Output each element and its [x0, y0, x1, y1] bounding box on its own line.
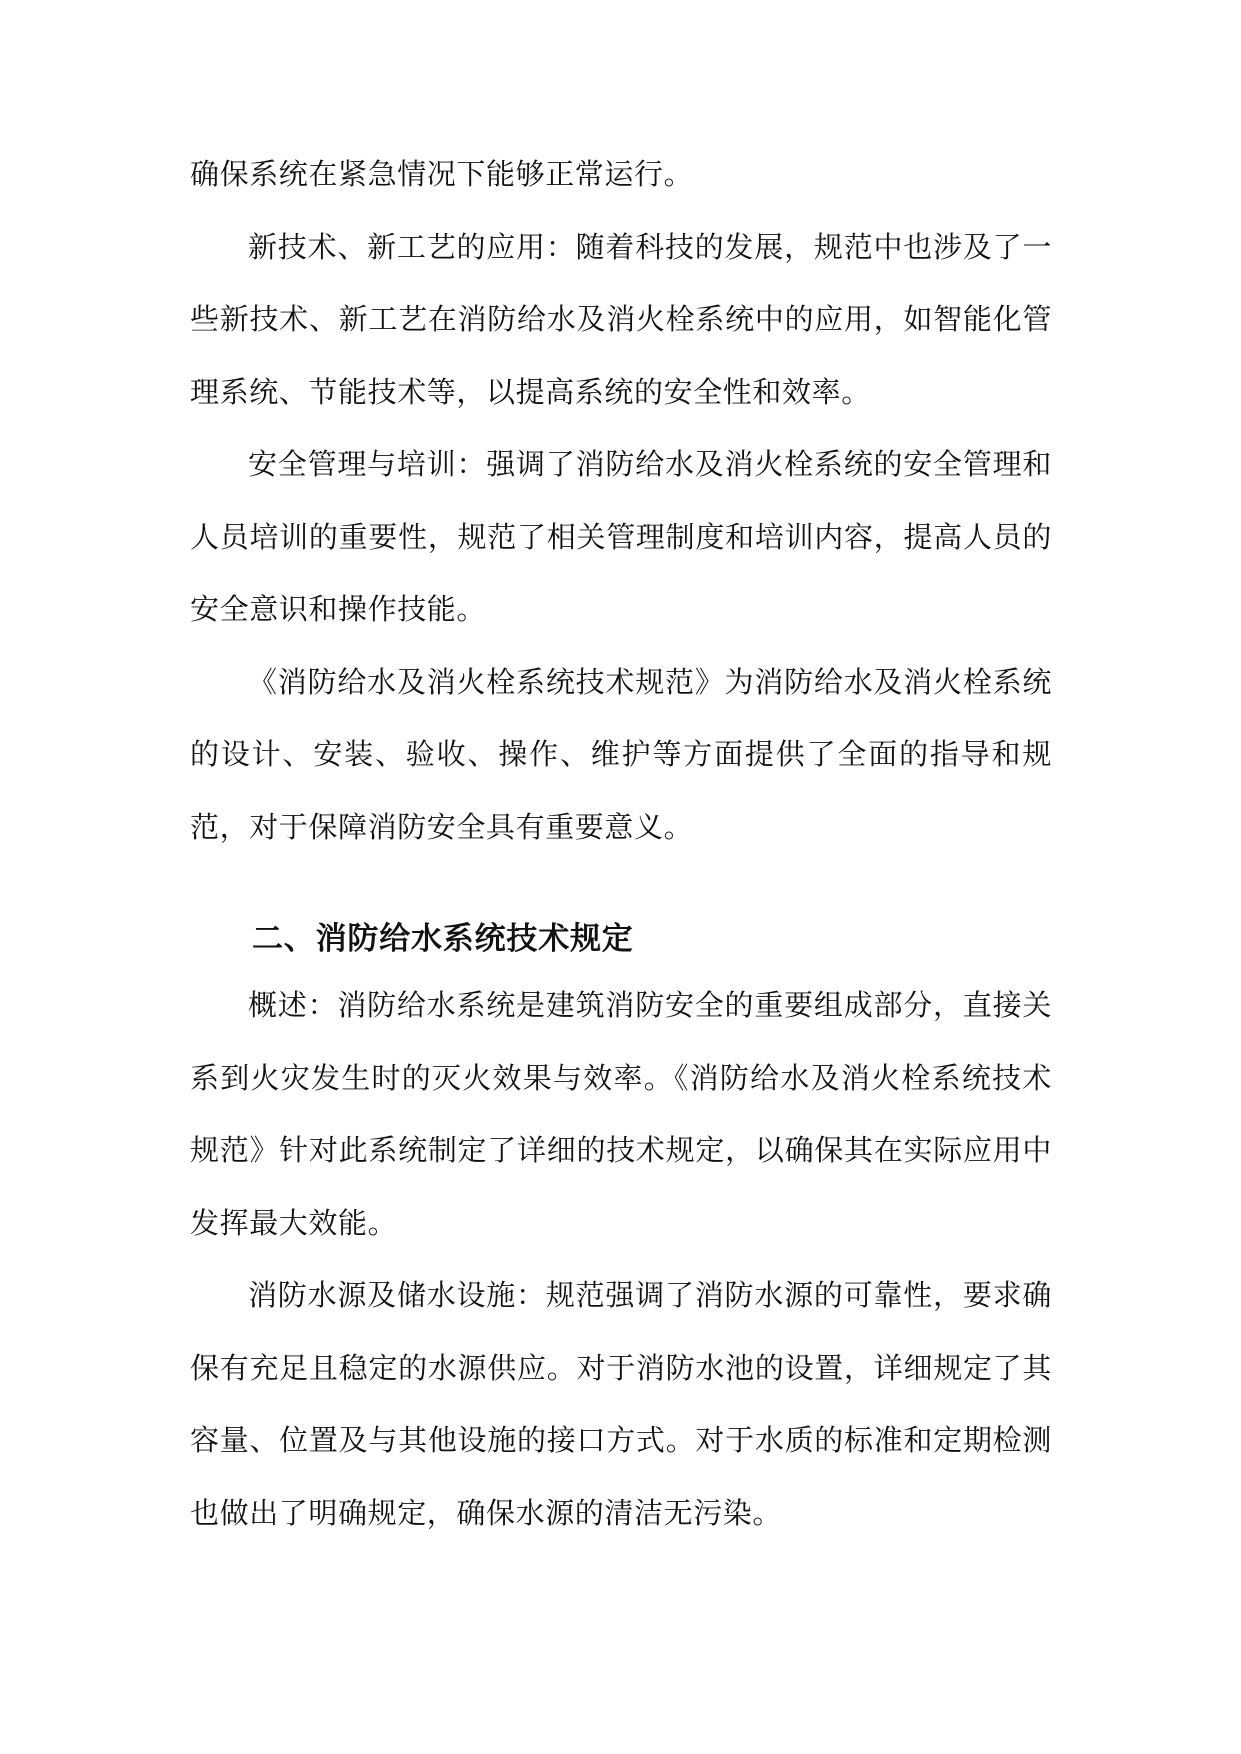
paragraph-continuation: 确保系统在紧急情况下能够正常运行。 — [190, 157, 694, 191]
section-heading: 二、消防给水系统技术规定 — [252, 921, 634, 957]
spacer — [190, 863, 1052, 921]
spacer — [190, 957, 1052, 969]
document-body — [190, 138, 1052, 1549]
paragraph-safety-management: 安全管理与培训：强调了消防给水及消火栓系统的安全管理和人员培训的重要性，规范了相关管理制度和培训内容，提高人员的安全意识和操作技能。 — [190, 447, 1052, 626]
paragraph-new-technology: 新技术、新工艺的应用：随着科技的发展，规范中也涉及了一些新技术、新工艺在消防给水及消火栓系统中的应用，如智能化管理系统、节能技术等，以提高系统的安全性和效率。 — [190, 229, 1052, 409]
paragraph-overview: 概述：消防给水系统是建筑消防安全的重要组成部分，直接关系到火灾发生时的灭火效果与效率。《消防给水及消火栓系统技术规范》针对此系统制定了详细的技术规定，以确保其在实际应用中发挥最大效能。 — [190, 988, 1052, 1240]
paragraph-summary: 《消防给水及消火栓系统技术规范》为消防给水及消火栓系统的设计、安装、验收、操作、维护等方面提供了全面的指导和规范，对于保障消防安全具有重要意义。 — [190, 664, 1052, 844]
paragraph-water-source: 消防水源及储水设施：规范强调了消防水源的可靠性，要求确保有充足且稳定的水源供应。对于消防水池的设置，详细规定了其容量、位置及与其他设施的接口方式。对于水质的标准和定期检测也做出了明确规定，确保水源的清洁无污染。 — [190, 1278, 1052, 1530]
